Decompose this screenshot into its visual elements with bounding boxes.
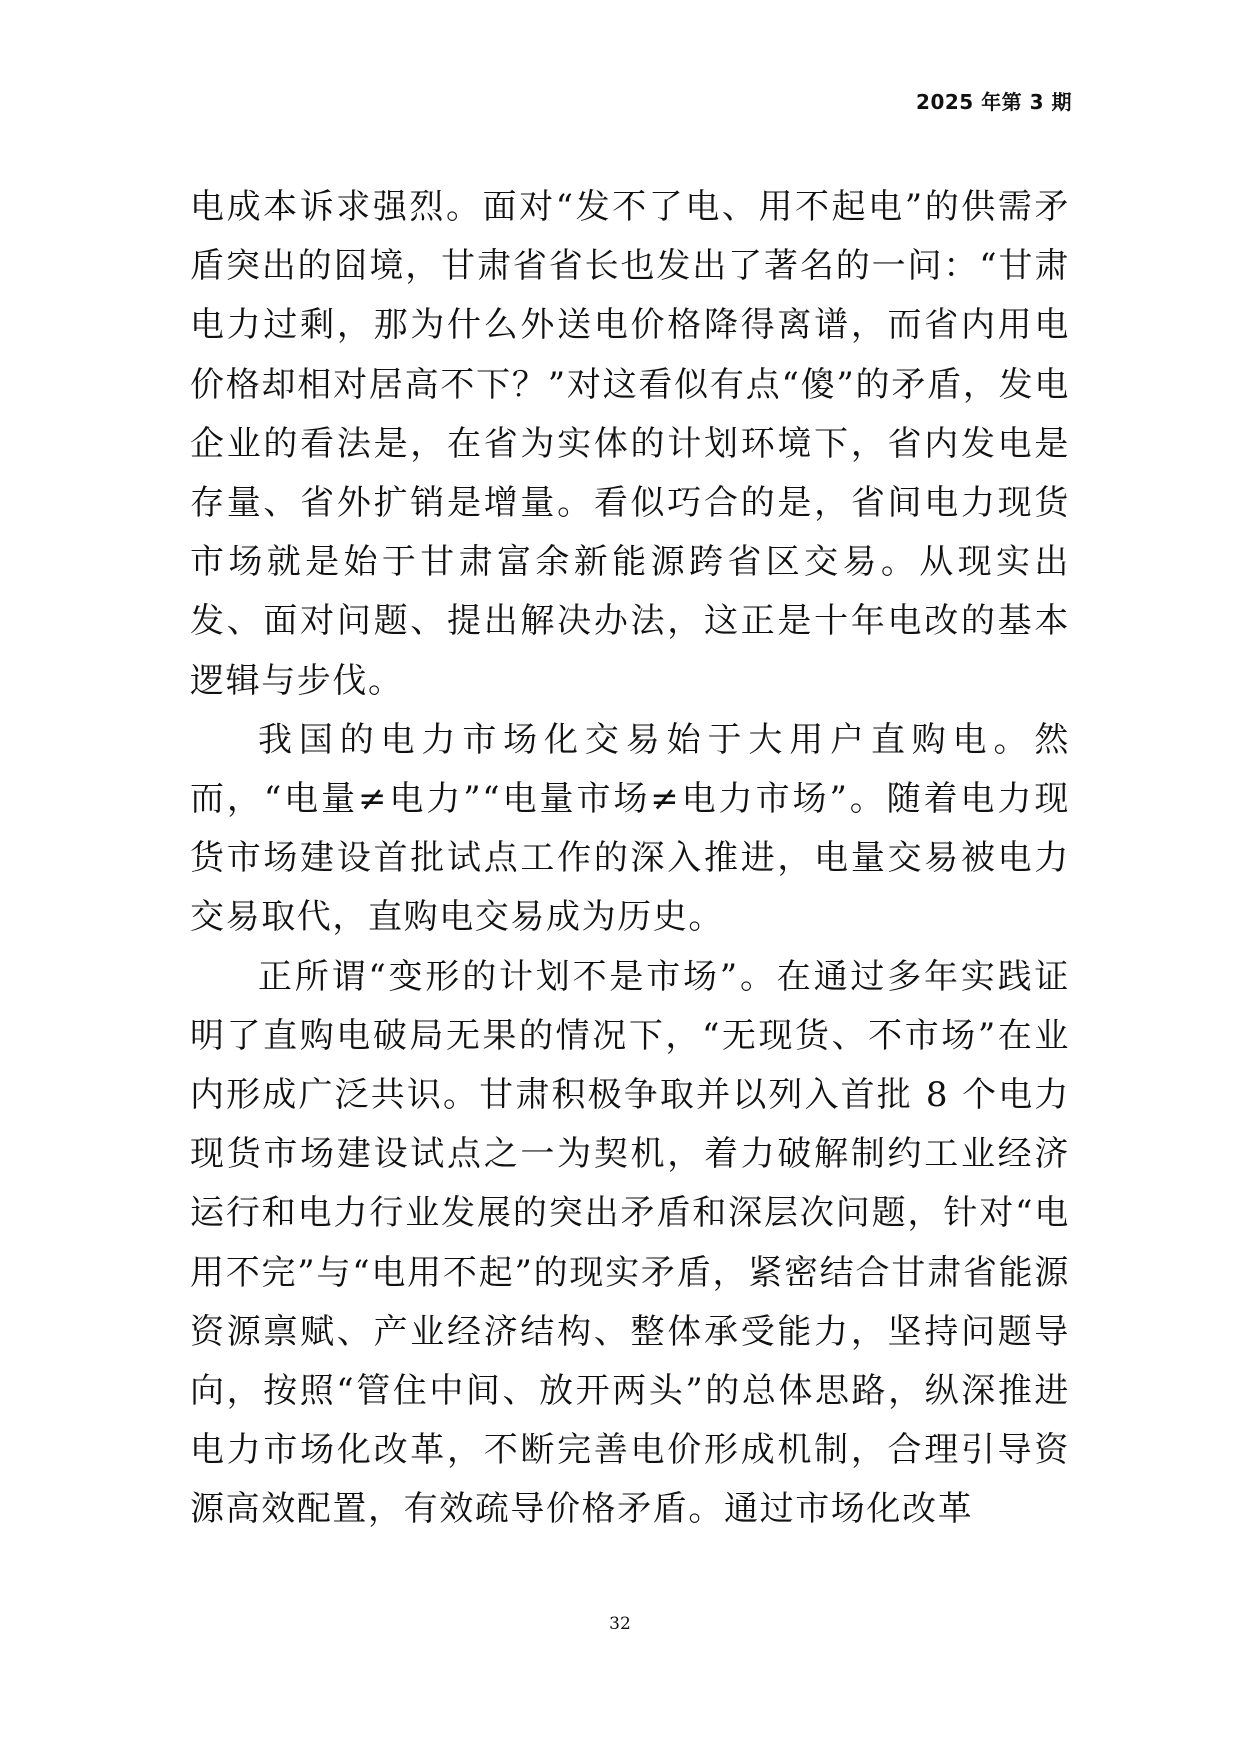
paragraph-3: 正所谓“变形的计划不是市场”。在通过多年实践证明了直购电破局无果的情况下，“无现货、不市场”在业内形成广泛共识。甘肃积极争取并以列入首批 8 个电力现货市场建设试点之一为契机，着力破解制约工业经济运行和电力行业发展的突出矛盾和深层次问题，针对“电用不完”与“电用不起”的现实矛盾，紧密结合甘肃省能源资源禀赋、产业经济结构、整体承受能力，坚持问题导向，按照“管住中间、放开两头”的总体思路，纵深推进电力市场化改革，不断完善电价形成机制，合理引导资源高效配置，有效疏导价格矛盾。通过市场化改革 [190, 956, 1070, 1530]
paragraph-1: 电成本诉求强烈。面对“发不了电、用不起电”的供需矛盾突出的囧境，甘肃省省长也发出了著名的一问：“甘肃电力过剩，那为什么外送电价格降得离谱，而省内用电价格却相对居高不下？”对这看似有点“傻”的矛盾，发电企业的看法是，在省为实体的计划环境下，省内发电是存量、省外扩销是增量。看似巧合的是，省间电力现货市场就是始于甘肃富余新能源跨省区交易。从现实出发、面对问题、提出解决办法，这正是十年电改的基本逻辑与步伐。 [190, 187, 1070, 701]
issue-header: 2025 年第 3 期 [916, 90, 1072, 114]
page-number: 32 [609, 1614, 631, 1634]
paragraph-2: 我国的电力市场化交易始于大用户直购电。然而，“电量≠电力”“电量市场≠电力市场”。随着电力现货市场建设首批试点工作的深入推进，电量交易被电力交易取代，直购电交易成为历史。 [190, 719, 1070, 938]
article-body [190, 178, 1070, 1540]
